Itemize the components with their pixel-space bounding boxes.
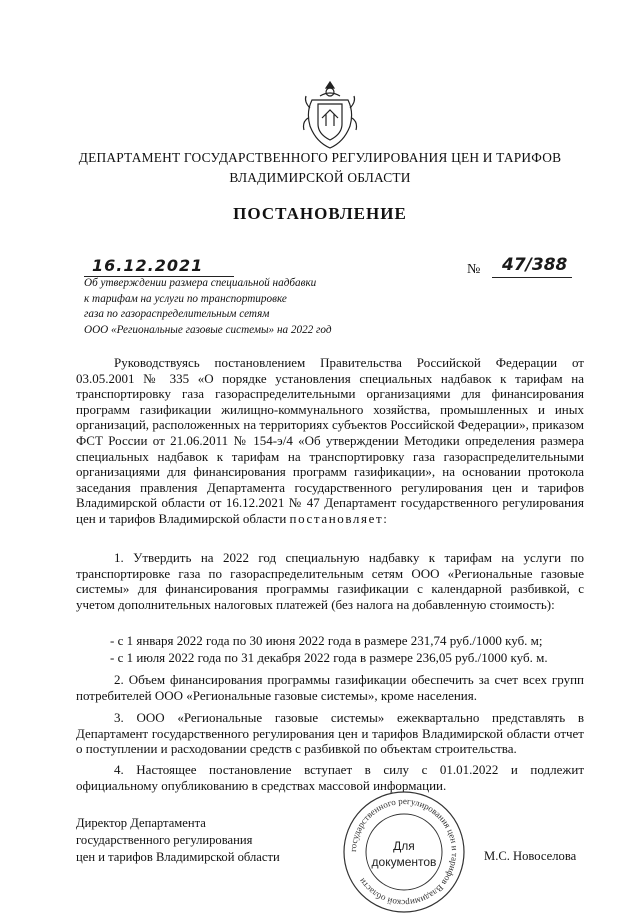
coat-of-arms-icon	[300, 78, 360, 152]
stamp-line-1: Для	[393, 839, 415, 853]
number-underline	[492, 277, 572, 278]
document-subject	[84, 276, 332, 338]
position-line: государственного регулирования	[76, 833, 253, 847]
official-stamp	[340, 788, 468, 916]
number-sign: №	[467, 262, 481, 277]
item-1-text: 1. Утвердить на 2022 год специальную надбавку к тарифам на услуги по транспортировке газа по газораспределительным сетям ООО «Региональные газовые системы» для финансирования программы газификации с календарной разбивкой, с учетом дополнительных налоговых платежей (без налога на добавленную стоимость):	[76, 550, 584, 612]
item-4-paragraph	[76, 762, 584, 793]
preamble-text: Руководствуясь постановлением Правительства Российской Федерации от 03.05.2001 № 335 «О порядке установления специальных надбавок к тарифам на транспортировку газа газораспределительными организациями для финансирования программ газификации жилищно-коммунального хозяйства, промышленных и иных организаций, расположенных на территориях субъектов Российской Федерации», приказом ФСТ России от 21.06.2011 № 154-э/4 «Об утверждении Методики определения размера специальных надбавок к тарифам на транспортировку газа газораспределительными организациями для финансирования программ газификации», на основании протокола заседания правления Департамента государственного регулирования цен и тарифов Владимирской области от 16.12.2021 № 47 Департамент государственного регулирования цен и тарифов Владимирской области	[76, 355, 584, 526]
preamble-paragraph	[76, 355, 584, 527]
document-number: 47/388	[502, 255, 568, 275]
item-4-text: 4. Настоящее постановление вступает в силу с 01.01.2022 и подлежит официальному опубликованию в средствах массовой информации.	[76, 762, 584, 793]
item-2-text: 2. Объем финансирования программы газификации обеспечить за счет всех групп потребителей ООО «Региональные газовые системы», кроме населения.	[76, 672, 584, 703]
signatory-name: М.С. Новоселова	[484, 849, 577, 863]
item-3-text: 3. ООО «Региональные газовые системы» ежеквартально представлять в Департамент государственного регулирования цен и тарифов Владимирской области отчет о поступлении и расходовании средств с разбивкой по объектам строительства.	[76, 710, 584, 757]
document-title: ПОСТАНОВЛЕНИЕ	[233, 204, 407, 223]
signatory-position	[76, 815, 280, 866]
resolves-word: постановляет:	[289, 510, 389, 526]
position-line: Директор Департамента	[76, 816, 206, 830]
item-1-paragraph	[76, 550, 584, 612]
subject-line: Об утверждении размера специальной надбавки	[84, 277, 317, 289]
position-line: цен и тарифов Владимирской области	[76, 850, 280, 864]
department-name-line1: ДЕПАРТАМЕНТ ГОСУДАРСТВЕННОГО РЕГУЛИРОВАНИЯ ЦЕН И ТАРИФОВ	[78, 150, 562, 165]
stamp-ring-text: государственного регулирования цен и тарифов Владимирской области	[347, 795, 461, 909]
item-2-paragraph	[76, 672, 584, 703]
item-3-paragraph	[76, 710, 584, 757]
document-date: 16.12.2021	[92, 256, 204, 275]
tariff-bullet-1: - с 1 января 2022 года по 30 июня 2022 года в размере 231,74 руб./1000 куб. м;	[110, 633, 543, 648]
department-name-line2: ВЛАДИМИРСКОЙ ОБЛАСТИ	[229, 170, 411, 185]
subject-line: ООО «Региональные газовые системы» на 2022 год	[84, 323, 332, 336]
tariff-bullet-2: - с 1 июля 2022 года по 31 декабря 2022 года в размере 236,05 руб./1000 куб. м.	[110, 650, 548, 665]
stamp-line-2: документов	[371, 855, 437, 869]
subject-line: газа по газораспределительным сетям	[84, 308, 270, 320]
subject-line: к тарифам на услуги по транспортировке	[84, 292, 287, 305]
tariff-schedule-list	[110, 632, 590, 666]
